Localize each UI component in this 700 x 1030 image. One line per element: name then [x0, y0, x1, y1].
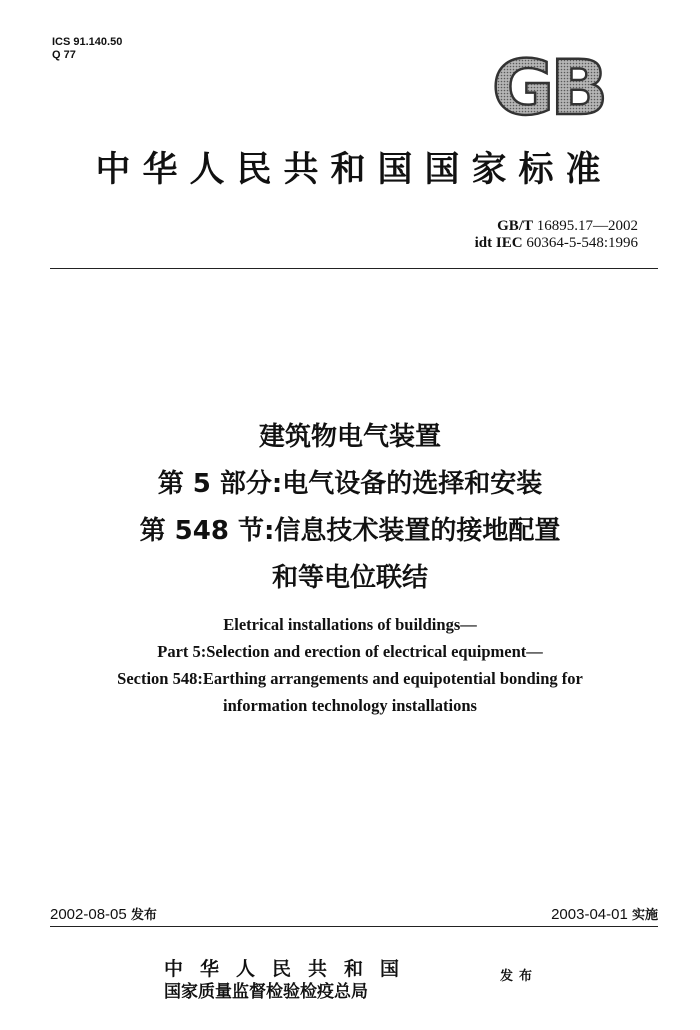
en-title-line-1: Eletrical installations of buildings— — [223, 615, 477, 634]
top-divider — [50, 268, 658, 269]
cn-title-line-4: 和等电位联结 — [271, 563, 428, 593]
en-title-line-3: Section 548:Earthing arrangements and equipotential bonding for — [117, 669, 583, 688]
en-title-line-4: information technology installations — [223, 696, 477, 715]
issue-date: 2002-08-05 发布 — [50, 906, 157, 923]
ics-line: ICS 91.140.50 — [52, 36, 123, 48]
gb-logo — [482, 50, 614, 124]
bottom-divider — [50, 926, 658, 927]
cn-title-line-1: 建筑物电气装置 — [258, 422, 441, 452]
ccs-line: Q 77 — [52, 49, 76, 61]
issuer-country: 中华人民共和国 — [164, 958, 417, 980]
chinese-title-block — [0, 414, 700, 602]
gb-logo-text: GB — [491, 50, 605, 124]
implementation-date: 2003-04-01 实施 — [551, 906, 658, 923]
ics-classification — [52, 36, 122, 62]
cn-title-line-2: 第 5 部分:电气设备的选择和安装 — [157, 469, 543, 499]
english-title-block — [0, 611, 700, 719]
issuer-agency: 国家质量监督检验检疫总局 — [164, 982, 368, 1002]
page-title: 中华人民共和国国家标准 — [95, 149, 613, 190]
issuer-publish-label: 发布 — [500, 969, 539, 984]
cn-title-line-3: 第 548 节:信息技术装置的接地配置 — [139, 516, 561, 546]
standard-codes — [475, 218, 638, 252]
en-title-line-2: Part 5:Selection and erection of electrical equipment— — [157, 642, 543, 661]
idt-code: idt IEC 60364-5-548:1996 — [474, 235, 638, 251]
gbt-code: GB/T 16895.17—2002 — [497, 218, 638, 234]
